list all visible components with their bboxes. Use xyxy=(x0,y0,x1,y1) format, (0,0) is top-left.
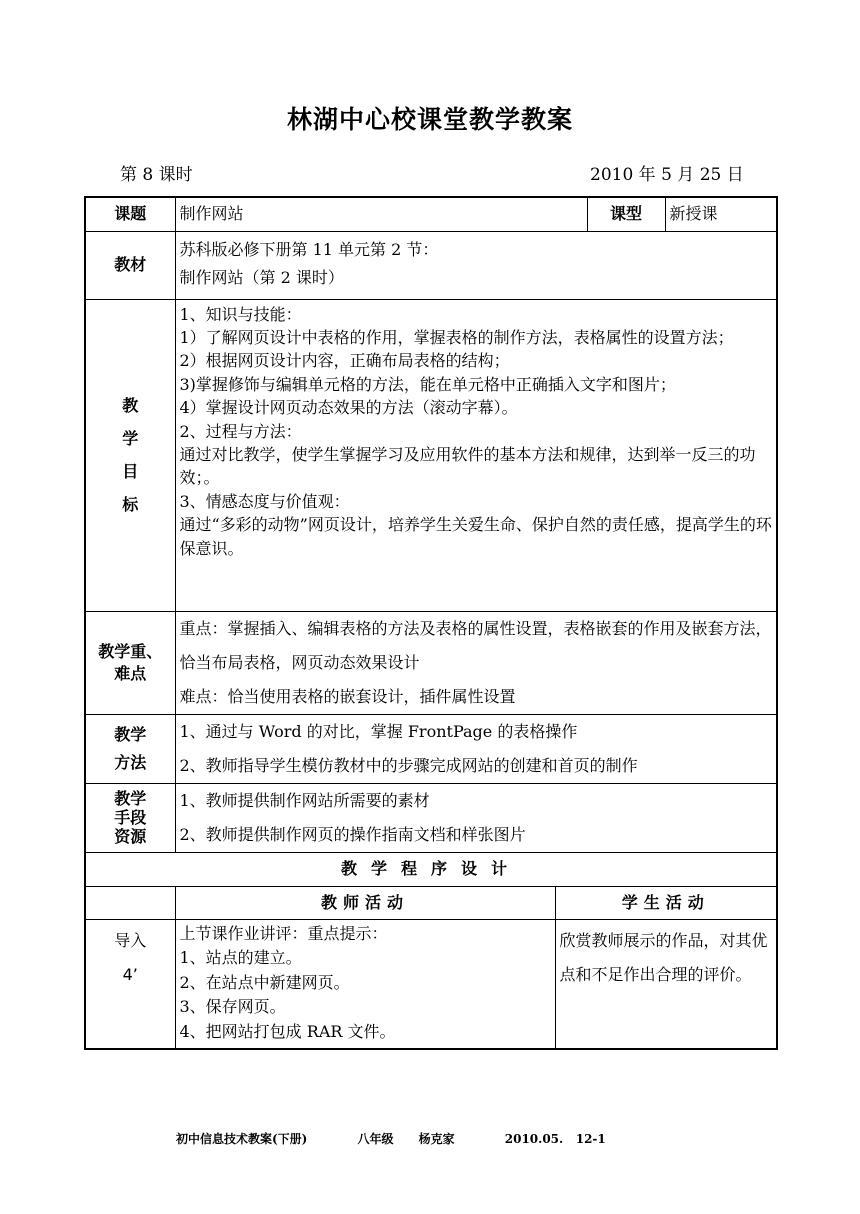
footer-author: 杨克家 xyxy=(418,1132,455,1146)
material-line: 制作网站（第 2 课时） xyxy=(179,267,344,287)
intro-student-content: 欣赏教师展示的作品，对其优点和不足作出合理的评价。 xyxy=(555,919,777,1049)
material-row xyxy=(85,231,777,299)
keypoints-label-line: 难点 xyxy=(114,663,147,683)
intro-teacher-line: 3、保存网页。 xyxy=(179,997,286,1017)
goals-label-char: 标 xyxy=(122,495,139,514)
intro-time: 4’ xyxy=(122,964,138,984)
topic-value: 制作网站 xyxy=(175,197,587,231)
material-line: 苏科版必修下册第 11 单元第 2 节： xyxy=(179,239,439,259)
intro-label: 导入 xyxy=(114,930,147,950)
keypoints-content xyxy=(175,611,777,714)
document-title: 林湖中心校课堂教学教案 xyxy=(286,105,573,134)
resources-label xyxy=(85,783,175,852)
goals-content xyxy=(175,299,777,611)
activity-header-row xyxy=(85,886,777,919)
resources-row xyxy=(85,783,777,852)
material-content xyxy=(175,231,777,299)
resources-line: 1、教师提供制作网站所需要的素材 xyxy=(179,790,430,810)
goals-label-char: 学 xyxy=(122,429,139,448)
resources-label-line: 教学 xyxy=(114,789,147,808)
keypoints-label-line: 教学重、 xyxy=(98,641,163,661)
keypoints-label xyxy=(85,611,175,714)
goals-label xyxy=(85,299,175,611)
design-header: 教学程序设计 xyxy=(85,852,777,886)
goals-line: 1）了解网页设计中表格的作用，掌握表格的制作方法，表格属性的设置方法； xyxy=(179,327,734,347)
intro-teacher-line: 1、站点的建立。 xyxy=(179,948,302,968)
resources-line: 2、教师提供制作网页的操作指南文档和样张图片 xyxy=(179,824,526,844)
method-label-line: 方法 xyxy=(114,752,147,772)
method-line: 1、通过与 Word 的对比，掌握 FrontPage 的表格操作 xyxy=(179,721,578,741)
student-activity-header: 学生活动 xyxy=(555,886,777,919)
footer-book: 初中信息技术教案(下册) xyxy=(176,1132,308,1146)
intro-teacher-line: 上节课作业讲评：重点提示： xyxy=(179,923,388,943)
goals-row xyxy=(85,299,777,611)
type-label: 课型 xyxy=(587,197,665,231)
page-footer xyxy=(176,1130,606,1147)
material-label: 教材 xyxy=(85,231,175,299)
goals-line: 通过“多彩的动物”网页设计，培养学生关爱生命、保护自然的责任感，提高学生的环保意识。 xyxy=(179,515,772,558)
intro-row xyxy=(85,919,777,1049)
design-header-row xyxy=(85,852,777,886)
method-label-line: 教学 xyxy=(114,724,147,744)
footer-grade: 八年级 xyxy=(357,1132,394,1146)
goals-label-char: 目 xyxy=(122,462,139,481)
goals-line: 2）根据网页设计内容，正确布局表格的结构； xyxy=(179,351,510,371)
goals-line: 4）掌握设计网页动态效果的方法（滚动字幕）。 xyxy=(179,398,518,418)
footer-code: 2010.05. 12-1 xyxy=(504,1132,606,1146)
method-label xyxy=(85,714,175,783)
topic-label: 课题 xyxy=(85,197,175,231)
method-row xyxy=(85,714,777,783)
resources-label-line: 手段 xyxy=(114,808,147,827)
goals-line: 3)掌握修饰与编辑单元格的方法，能在单元格中正确插入文字和图片； xyxy=(179,374,676,394)
method-content xyxy=(175,714,777,783)
intro-teacher-content xyxy=(175,919,555,1049)
teacher-activity-header: 教师活动 xyxy=(175,886,555,919)
blank-cell xyxy=(85,886,175,919)
keypoints-line: 难点：恰当使用表格的嵌套设计，插件属性设置 xyxy=(179,686,516,706)
keypoints-row xyxy=(85,611,777,714)
resources-label-line: 资源 xyxy=(114,827,147,846)
type-value: 新授课 xyxy=(665,197,777,231)
topic-row xyxy=(85,197,777,231)
goals-line: 2、过程与方法： xyxy=(179,421,302,441)
intro-teacher-line: 4、把网站打包成 RAR 文件。 xyxy=(179,1021,396,1041)
method-line: 2、教师指导学生模仿教材中的步骤完成网站的创建和首页的制作 xyxy=(179,755,638,775)
lesson-plan-table xyxy=(84,196,778,1050)
keypoints-line: 重点：掌握插入、编辑表格的方法及表格的属性设置，表格嵌套的作用及嵌套方法，恰当布局表格，网页动态效果设计 xyxy=(179,618,772,672)
goals-line: 3、情感态度与价值观： xyxy=(179,491,350,511)
resources-content xyxy=(175,783,777,852)
intro-teacher-line: 2、在站点中新建网页。 xyxy=(179,972,350,992)
goals-line: 1、知识与技能： xyxy=(179,304,302,324)
lesson-period: 第 8 课时 xyxy=(120,165,193,185)
lesson-date: 2010 年 5 月 25 日 xyxy=(590,165,744,185)
goals-line: 通过对比教学，使学生掌握学习及应用软件的基本方法和规律，达到举一反三的功效；。 xyxy=(179,444,756,488)
intro-label-cell xyxy=(85,919,175,1049)
goals-label-char: 教 xyxy=(122,396,139,415)
